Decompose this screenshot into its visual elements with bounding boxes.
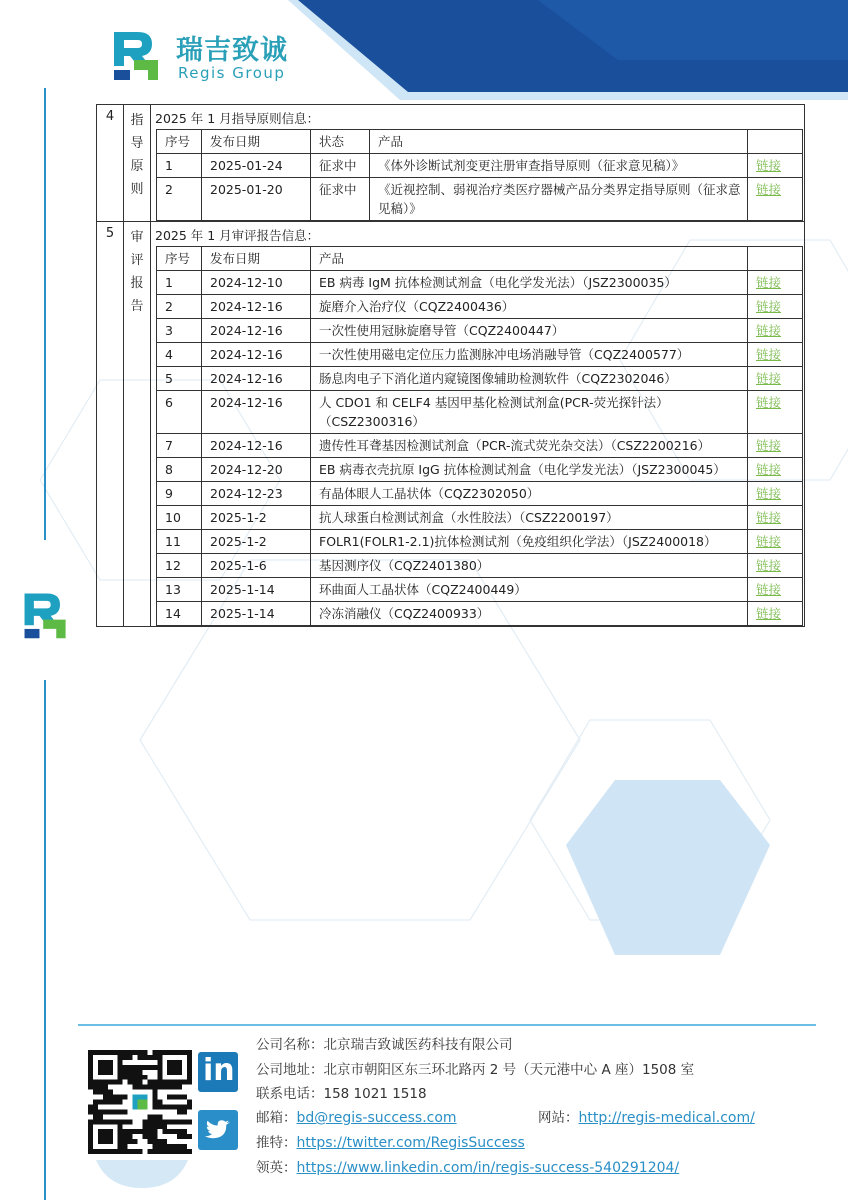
row-product: 肠息肉电子下消化道内窥镜图像辅助检测软件（CQZ2302046） [311, 367, 748, 391]
table-row [157, 391, 803, 434]
left-rule-bottom [44, 680, 46, 1200]
row-date: 2024-12-16 [202, 319, 311, 343]
header-product: 产品 [370, 130, 748, 154]
row-product: EB 病毒 IgM 抗体检测试剂盒（电化学发光法）（JSZ2300035） [311, 271, 748, 295]
table-row [157, 554, 803, 578]
twitter-icon[interactable] [198, 1110, 238, 1150]
row-date: 2024-12-16 [202, 391, 311, 434]
row-no: 2 [157, 295, 202, 319]
table-row [157, 434, 803, 458]
table-row [157, 530, 803, 554]
row-link[interactable]: 链接 [748, 482, 803, 506]
section-category: 审 评 报 告 [124, 222, 151, 627]
footer-email-row [256, 1106, 457, 1126]
logo-mark-icon [108, 24, 166, 84]
table-row [157, 319, 803, 343]
qr-decoration [96, 1160, 188, 1190]
section-number: 4 [97, 105, 124, 222]
row-link[interactable]: 链接 [748, 602, 803, 626]
table-header-row [157, 247, 803, 271]
left-rule-top [44, 88, 46, 540]
row-product: 一次性使用磁电定位压力监测脉冲电场消融导管（CQZ2400577） [311, 343, 748, 367]
row-no: 8 [157, 458, 202, 482]
row-date: 2025-1-6 [202, 554, 311, 578]
qr-code-icon [88, 1050, 192, 1154]
table-row [157, 295, 803, 319]
row-link[interactable]: 链接 [748, 271, 803, 295]
twitter-label: 推特： [256, 1135, 297, 1151]
row-link[interactable]: 链接 [748, 506, 803, 530]
row-product: 基因测序仪（CQZ2401380） [311, 554, 748, 578]
logo-company-cn: 瑞吉致诚 [176, 35, 288, 66]
row-product: EB 病毒衣壳抗原 IgG 抗体检测试剂盒（电化学发光法）（JSZ2300045） [311, 458, 748, 482]
row-product: FOLR1(FOLR1-2.1)抗体检测试剂（免疫组织化学法）（JSZ2400018） [311, 530, 748, 554]
company-logo [108, 24, 318, 86]
row-link[interactable]: 链接 [748, 391, 803, 434]
linkedin-link[interactable]: https://www.linkedin.com/in/regis-success-540291204/ [296, 1160, 680, 1176]
row-no: 1 [157, 271, 202, 295]
row-no: 12 [157, 554, 202, 578]
row-no: 3 [157, 319, 202, 343]
row-no: 6 [157, 391, 202, 434]
email-link[interactable]: bd@regis-success.com [296, 1110, 457, 1126]
header-product: 产品 [311, 247, 748, 271]
row-date: 2024-12-23 [202, 482, 311, 506]
footer-address: 公司地址：北京市朝阳区东三环北路丙 2 号（天元港中心 A 座）1508 室 [256, 1062, 695, 1078]
row-no: 10 [157, 506, 202, 530]
linkedin-label: 领英： [256, 1160, 297, 1176]
row-date: 2025-01-20 [202, 178, 311, 221]
section-title: 2025 年 1 月指导原则信息： [155, 111, 320, 126]
row-date: 2025-1-14 [202, 578, 311, 602]
table-header-row [157, 130, 803, 154]
footer-website-row [538, 1106, 755, 1126]
section-content [151, 222, 805, 627]
section-number: 5 [97, 222, 124, 627]
table-row [157, 343, 803, 367]
row-product: 人 CDO1 和 CELF4 基因甲基化检测试剂盒(PCR-荧光探针法）（CSZ2300316） [311, 391, 748, 434]
row-date: 2025-01-24 [202, 154, 311, 178]
row-date: 2024-12-20 [202, 458, 311, 482]
table-row [157, 154, 803, 178]
header-date: 发布日期 [202, 247, 311, 271]
row-no: 2 [157, 178, 202, 221]
section-title: 2025 年 1 月审评报告信息： [155, 228, 320, 243]
table-row [157, 458, 803, 482]
row-date: 2025-1-2 [202, 530, 311, 554]
row-product: 有晶体眼人工晶状体（CQZ2302050） [311, 482, 748, 506]
footer-phone: 联系电话：158 1021 1518 [256, 1086, 427, 1102]
row-product: 旋磨介入治疗仪（CQZ2400436） [311, 295, 748, 319]
reviews-table [156, 246, 803, 626]
row-product: 《体外诊断试剂变更注册审查指导原则（征求意见稿）》 [370, 154, 748, 178]
linkedin-icon[interactable] [198, 1052, 238, 1092]
table-row [157, 178, 803, 221]
row-product: 环曲面人工晶状体（CQZ2400449） [311, 578, 748, 602]
table-row [157, 271, 803, 295]
logo-company-en: Regis Group [178, 64, 286, 82]
row-link[interactable]: 链接 [748, 178, 803, 221]
row-no: 14 [157, 602, 202, 626]
row-date: 2024-12-10 [202, 271, 311, 295]
header-date: 发布日期 [202, 130, 311, 154]
section-category: 指 导 原 则 [124, 105, 151, 222]
row-product: 一次性使用冠脉旋磨导管（CQZ2400447） [311, 319, 748, 343]
row-link[interactable]: 链接 [748, 578, 803, 602]
header-link [748, 130, 803, 154]
section-row-guidelines [97, 105, 805, 222]
footer-company-name: 公司名称：北京瑞吉致诚医药科技有限公司 [256, 1037, 513, 1053]
header-banner [288, 0, 848, 100]
row-link[interactable]: 链接 [748, 530, 803, 554]
row-link[interactable]: 链接 [748, 154, 803, 178]
row-no: 11 [157, 530, 202, 554]
row-status: 征求中 [311, 178, 370, 221]
info-table [96, 104, 805, 627]
row-link[interactable]: 链接 [748, 319, 803, 343]
row-date: 2025-1-2 [202, 506, 311, 530]
row-status: 征求中 [311, 154, 370, 178]
footer-linkedin-row [256, 1156, 679, 1176]
row-no: 9 [157, 482, 202, 506]
header-no: 序号 [157, 247, 202, 271]
row-no: 7 [157, 434, 202, 458]
side-logo-icon [18, 586, 74, 642]
table-row [157, 578, 803, 602]
header-link [748, 247, 803, 271]
guidelines-table [156, 129, 803, 221]
row-no: 5 [157, 367, 202, 391]
row-date: 2024-12-16 [202, 367, 311, 391]
row-link[interactable]: 链接 [748, 554, 803, 578]
footer-twitter-row [256, 1131, 525, 1151]
row-link[interactable]: 链接 [748, 434, 803, 458]
row-link[interactable]: 链接 [748, 458, 803, 482]
footer-divider [78, 1024, 816, 1026]
row-product: 抗人球蛋白检测试剂盒（水性胶法）（CSZ2200197） [311, 506, 748, 530]
row-link[interactable]: 链接 [748, 295, 803, 319]
website-label: 网站： [538, 1110, 579, 1126]
email-label: 邮箱： [256, 1110, 297, 1126]
row-date: 2025-1-14 [202, 602, 311, 626]
table-row [157, 367, 803, 391]
row-product: 《近视控制、弱视治疗类医疗器械产品分类界定指导原则（征求意见稿）》 [370, 178, 748, 221]
section-row-reviews [97, 222, 805, 627]
website-link[interactable]: http://regis-medical.com/ [578, 1110, 755, 1126]
twitter-link[interactable]: https://twitter.com/RegisSuccess [296, 1135, 525, 1151]
row-product: 冷冻消融仪（CQZ2400933） [311, 602, 748, 626]
linkedin-icon-text: in [203, 1053, 235, 1088]
row-link[interactable]: 链接 [748, 343, 803, 367]
row-no: 4 [157, 343, 202, 367]
table-row [157, 482, 803, 506]
table-row [157, 506, 803, 530]
row-no: 1 [157, 154, 202, 178]
row-product: 遗传性耳聋基因检测试剂盒（PCR-流式荧光杂交法）（CSZ2200216） [311, 434, 748, 458]
header-no: 序号 [157, 130, 202, 154]
header-status: 状态 [311, 130, 370, 154]
row-no: 13 [157, 578, 202, 602]
row-date: 2024-12-16 [202, 343, 311, 367]
row-date: 2024-12-16 [202, 295, 311, 319]
section-content [151, 105, 805, 222]
twitter-bird-icon [198, 1110, 238, 1150]
row-link[interactable]: 链接 [748, 367, 803, 391]
row-date: 2024-12-16 [202, 434, 311, 458]
table-row [157, 602, 803, 626]
